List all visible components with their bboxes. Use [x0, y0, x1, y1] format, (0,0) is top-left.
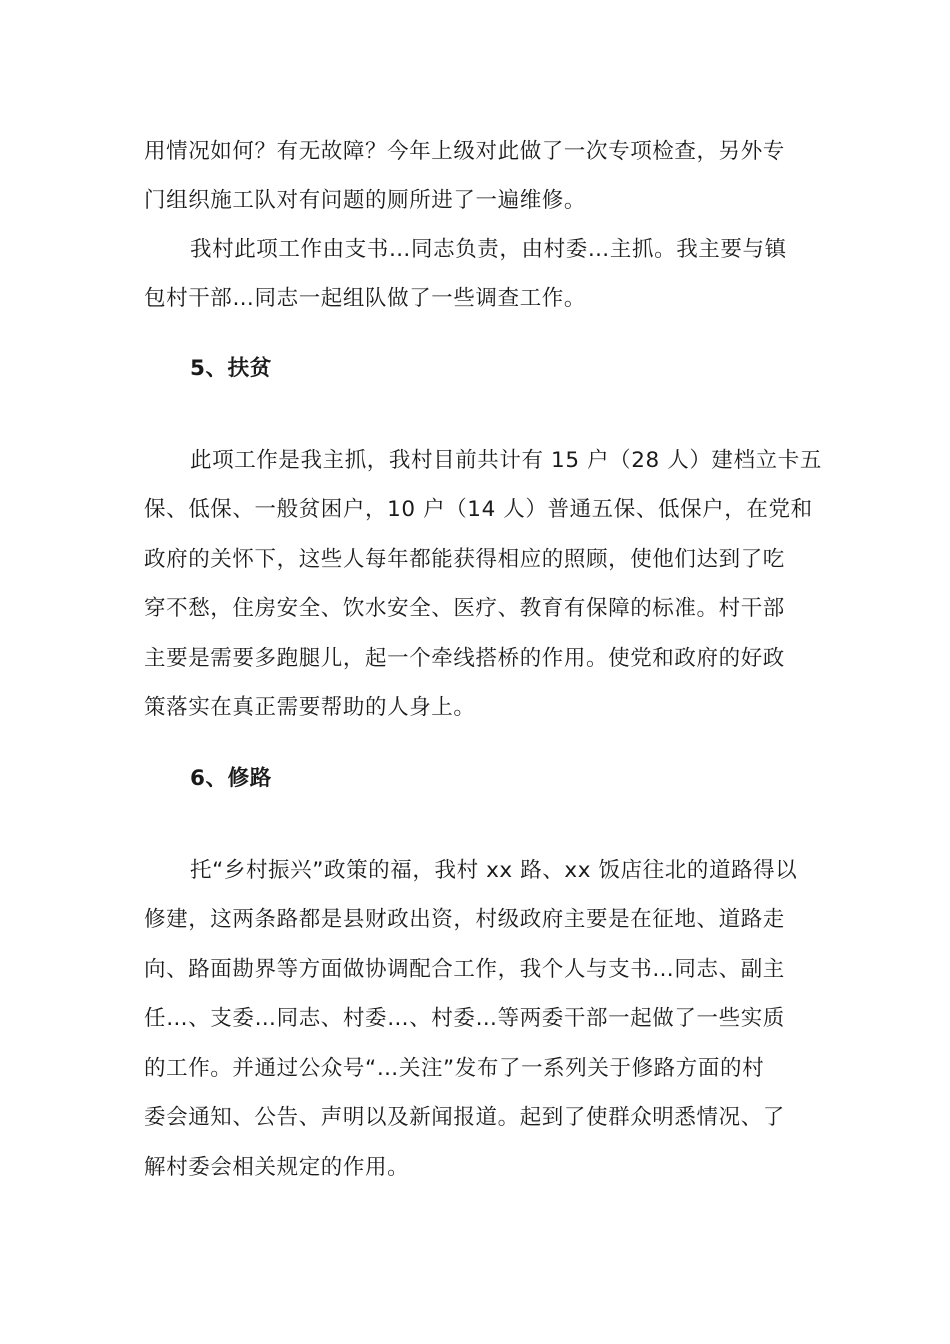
paragraph-road-line: 修建，这两条路都是县财政出资，村级政府主要是在征地、道路走 [144, 907, 785, 932]
paragraph-poverty-line: 此项工作是我主抓，我村目前共计有 15 户（28 人）建档立卡五 [190, 448, 822, 473]
paragraph-intro-line: 门组织施工队对有问题的厕所进了一遍维修。 [144, 188, 587, 213]
paragraph-poverty-line: 政府的关怀下，这些人每年都能获得相应的照顾，使他们达到了吃 [144, 547, 785, 572]
paragraph-road-line: 任…、支委…同志、村委…、村委…等两委干部一起做了一些实质 [144, 1006, 785, 1031]
paragraph-road-line: 托“乡村振兴”政策的福，我村 xx 路、xx 饭店往北的道路得以 [190, 858, 798, 883]
section-heading-poverty: 5、扶贫 [190, 356, 272, 381]
paragraph-road-line: 解村委会相关规定的作用。 [144, 1155, 410, 1180]
paragraph-poverty-line: 主要是需要多跑腿儿，起一个牵线搭桥的作用。使党和政府的好政 [144, 646, 785, 671]
paragraph-responsibility-line: 我村此项工作由支书…同志负责，由村委…主抓。我主要与镇 [190, 237, 787, 262]
paragraph-road-line: 的工作。并通过公众号“…关注”发布了一系列关于修路方面的村 [144, 1056, 765, 1081]
paragraph-road-line: 委会通知、公告、声明以及新闻报道。起到了使群众明悉情况、了 [144, 1105, 785, 1130]
paragraph-poverty-line: 策落实在真正需要帮助的人身上。 [144, 695, 476, 720]
paragraph-poverty-line: 穿不愁，住房安全、饮水安全、医疗、教育有保障的标准。村干部 [144, 596, 785, 621]
paragraph-intro-line: 用情况如何？有无故障？今年上级对此做了一次专项检查，另外专 [144, 139, 785, 164]
paragraph-poverty-line: 保、低保、一般贫困户，10 户（14 人）普通五保、低保户，在党和 [144, 497, 813, 522]
section-heading-road: 6、修路 [190, 766, 272, 791]
paragraph-road-line: 向、路面勘界等方面做协调配合工作，我个人与支书…同志、副主 [144, 957, 785, 982]
paragraph-responsibility-line: 包村干部…同志一起组队做了一些调查工作。 [144, 286, 587, 311]
